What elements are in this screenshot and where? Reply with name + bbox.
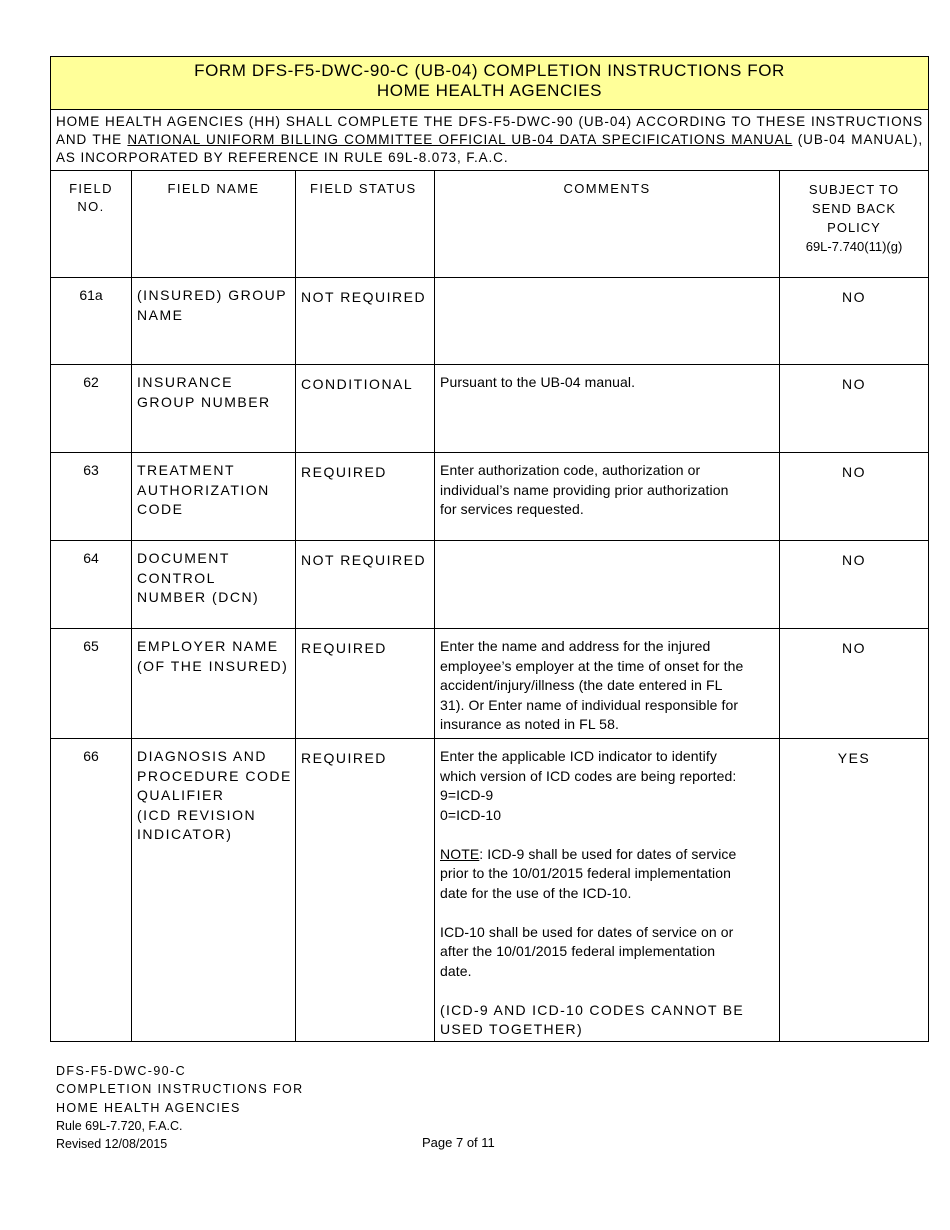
ub04-manual-reference: NATIONAL UNIFORM BILLING COMMITTEE OFFICIAL UB-04 DATA SPECIFICATIONS MANUAL [127,132,793,147]
intro-text-part2: (UB-04 MANUAL), AS INCORPORATED BY REFERENCE IN RULE 69L-8.073, F.A.C. [56,132,924,165]
footer-doc-title: COMPLETION INSTRUCTIONS FOR [56,1082,304,1097]
table-header-row [51,171,929,278]
send-back-value: NO [780,453,929,541]
form-title-line1: FORM DFS-F5-DWC-90-C (UB-04) COMPLETION INSTRUCTIONS FOR [194,61,785,80]
field-comments: Enter authorization code, authorization or individual’s name providing prior authorization for services requested. [435,453,780,541]
form-page [50,56,928,1042]
table-row [51,629,929,739]
header-field-no [51,171,132,278]
field-status: NOT REQUIRED [296,541,435,629]
field-name: INSURANCE GROUP NUMBER [132,365,296,453]
field-no: 66 [51,739,132,1042]
field-no: 63 [51,453,132,541]
header-field-status: FIELD STATUS [296,171,435,278]
field-name: DIAGNOSIS AND PROCEDURE CODE QUALIFIER (ICD REVISION INDICATOR) [132,739,296,1042]
field-status: REQUIRED [296,739,435,1042]
field-name: TREATMENT AUTHORIZATION CODE [132,453,296,541]
table-row [51,739,929,1042]
note-line: NOTE: ICD-9 shall be used for dates of service [440,845,737,862]
table-row [51,278,929,365]
field-comments [435,541,780,629]
field-no: 61a [51,278,132,365]
header-field-name: FIELD NAME [132,171,296,278]
field-comments [435,278,780,365]
field-status: REQUIRED [296,629,435,739]
page-footer [56,1062,304,1153]
intro-paragraph [51,110,929,171]
form-title-line2: HOME HEALTH AGENCIES [376,81,603,100]
field-name: (INSURED) GROUP NAME [132,278,296,365]
instructions-table [50,56,929,1042]
header-send-back-rule: 69L-7.740(11)(g) [805,239,903,254]
send-back-value: NO [780,541,929,629]
table-row [51,541,929,629]
send-back-value: NO [780,278,929,365]
header-send-back-line2: SEND BACK [811,201,897,216]
field-no: 65 [51,629,132,739]
send-back-value: NO [780,629,929,739]
footer-form-number: DFS-F5-DWC-90-C [56,1064,187,1078]
header-send-back-line1: SUBJECT TO [808,182,900,197]
field-no: 62 [51,365,132,453]
header-field-no-line2: NO. [77,199,105,214]
send-back-value: YES [780,739,929,1042]
field-status: REQUIRED [296,453,435,541]
note-label: NOTE [440,845,480,862]
field-no: 64 [51,541,132,629]
field-comments: Pursuant to the UB-04 manual. [435,365,780,453]
send-back-value: NO [780,365,929,453]
footer-doc-subtitle: HOME HEALTH AGENCIES [56,1100,241,1115]
page-number: Page 7 of 11 [422,1135,495,1150]
form-title [51,57,929,110]
header-send-back-line3: POLICY [827,220,881,235]
field-name: DOCUMENT CONTROL NUMBER (DCN) [132,541,296,629]
field-name: EMPLOYER NAME (OF THE INSURED) [132,629,296,739]
header-send-back-policy [780,171,929,278]
table-row [51,365,929,453]
field-comments: Enter the applicable ICD indicator to identify which version of ICD codes are being reported: 9=ICD-9 0=ICD-10 NOTE: ICD-9 shall be used for dates of service prior to the 10/01/2015 federal implementation date for the use of the ICD-10. ICD-10 shall be used for dates of service on or after the 10/01/2015 federal implementation date. (ICD-9 AND ICD-10 CODES CANNOT BE USED TOGETHER) [435,739,780,1042]
intro-text-part1: HOME HEALTH AGENCIES (HH) SHALL COMPLETE THE DFS-F5-DWC-90 (UB-04) ACCORDING TO THESE INSTRUCTIONS AND THE [56,114,924,147]
header-field-no-line1: FIELD [69,181,113,196]
footer-rule: Rule 69L-7.720, F.A.C. [56,1118,183,1133]
header-comments: COMMENTS [435,171,780,278]
field-status: CONDITIONAL [296,365,435,453]
field-comments: Enter the name and address for the injured employee’s employer at the time of onset for the accident/injury/illness (the date entered in FL 31). Or Enter name of individual responsible for insurance as noted in FL 58. [435,629,780,739]
footer-revised-date: Revised 12/08/2015 [56,1137,168,1152]
table-row [51,453,929,541]
field-status: NOT REQUIRED [296,278,435,365]
